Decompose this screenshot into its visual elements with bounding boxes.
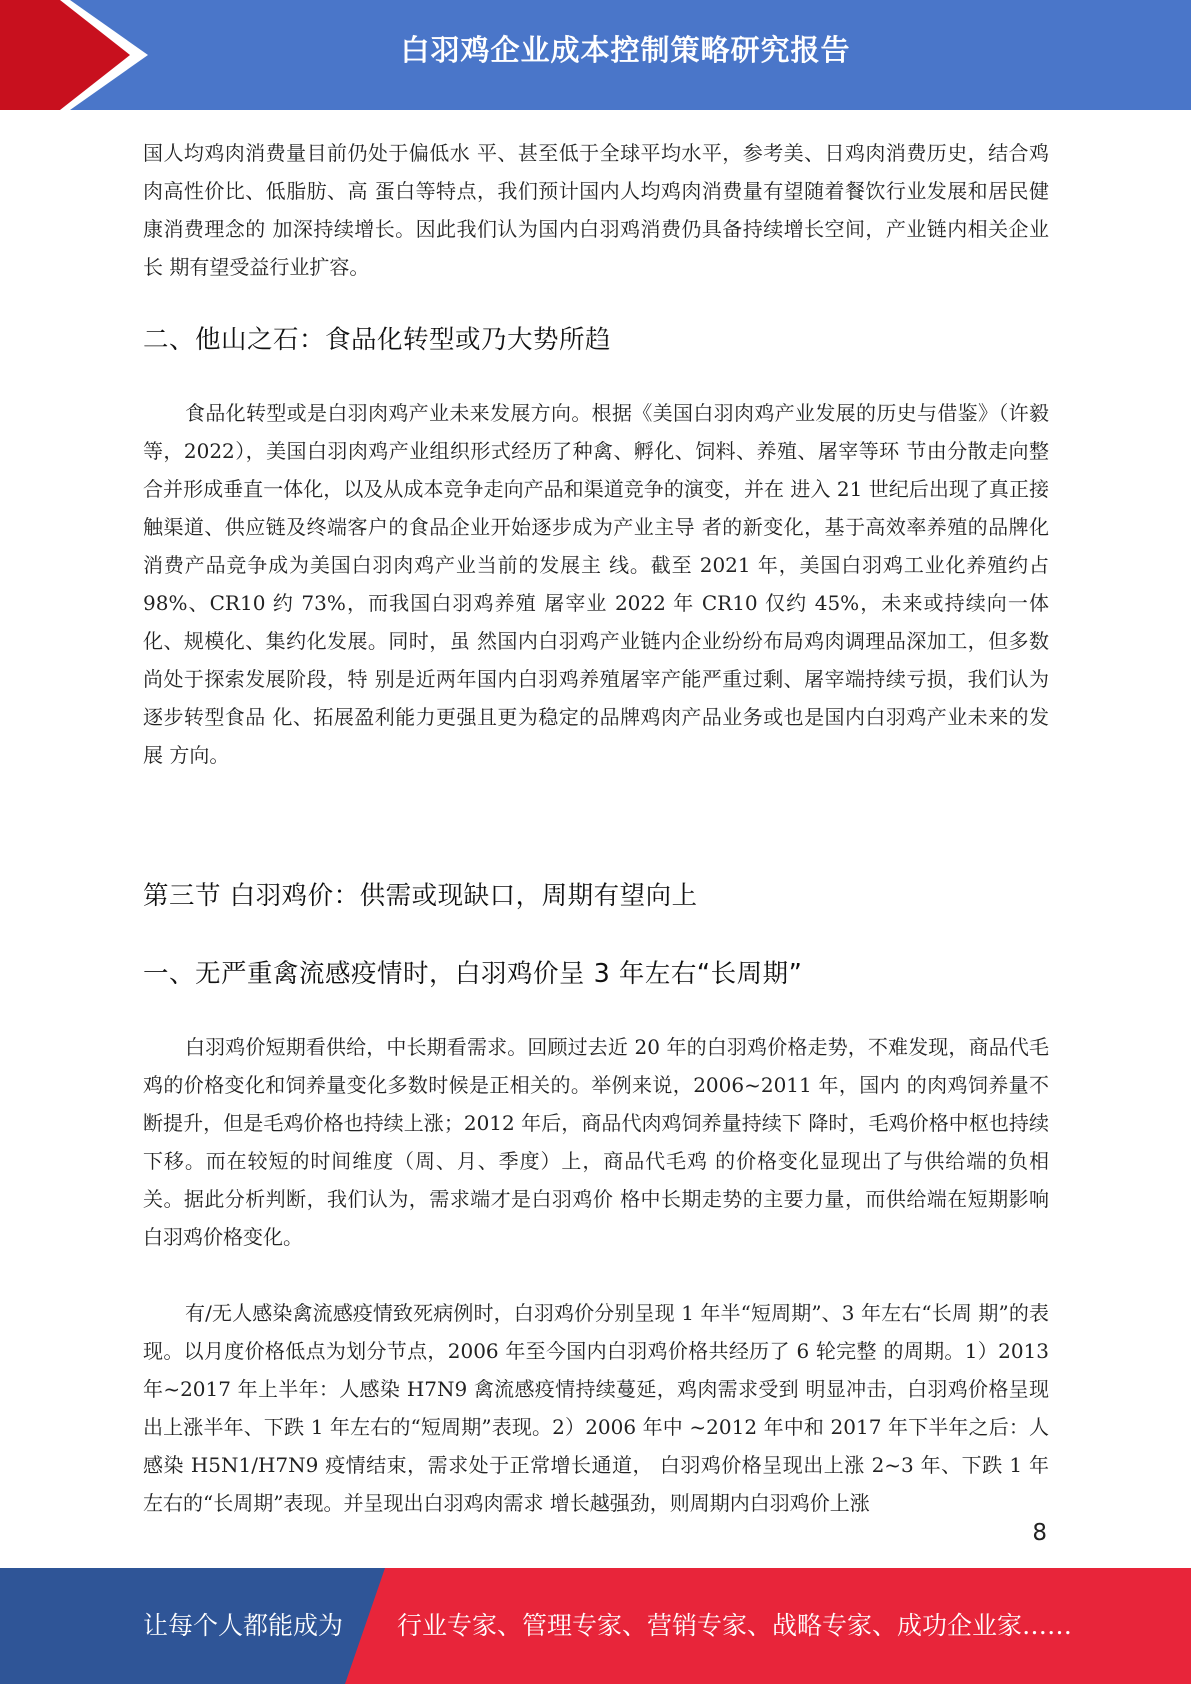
paragraph-price-cycles: 有/无人感染禽流感疫情致死病例时，白羽鸡价分别呈现 1 年半“短周期”、3 年左右“长周 期”的表现。以月度价格低点为划分节点，2006 年至今国内白羽鸡价格共经历了 6 轮完整 的周期。1）2013 年~2017 年上半年：人感染 H7N9 禽流感疫情持续蔓延，鸡肉需求受到 明显冲击，白羽鸡价格呈现出上涨半年、下跌 1 年左右的“短周期”表现。2）2006 年中 ~2012 年中和 2017 年下半年之后：人感染 H5N1/H7N9 疫情结束，需求处于正常增长通道， 白羽鸡价格呈现出上涨 2~3 年、下跌 1 年左右的“长周期”表现。并呈现出白羽鸡肉需求 增长越强劲，则周期内白羽鸡价上涨 bbox=[143, 1301, 1049, 1515]
heading-long-cycle: 一、无严重禽流感疫情时，白羽鸡价呈 3 年左右“长周期” bbox=[143, 959, 803, 989]
section-title-chicken-price: 第三节 白羽鸡价：供需或现缺口，周期有望向上 bbox=[143, 881, 698, 911]
heading-foreign-lessons: 二、他山之石：食品化转型或乃大势所趋 bbox=[143, 325, 612, 355]
footer-slogan: 让每个人都能成为 bbox=[143, 1611, 344, 1640]
page-number: 8 bbox=[1032, 1520, 1047, 1546]
report-title: 白羽鸡企业成本控制策略研究报告 bbox=[400, 33, 851, 67]
paragraph-supply-demand: 白羽鸡价短期看供给，中长期看需求。回顾过去近 20 年的白羽鸡价格走势，不难发现，商品代毛鸡的价格变化和饲养量变化多数时候是正相关的。举例来说，2006~2011 年，国内 的肉鸡饲养量不断提升，但是毛鸡价格也持续上涨；2012 年后，商品代肉鸡饲养量持续下 降时，毛鸡价格中枢也持续下移。而在较短的时间维度（周、月、季度）上，商品代毛鸡 的价格变化显现出了与供给端的负相关。据此分析判断，我们认为，需求端才是白羽鸡价 格中长期走势的主要力量，而供给端在短期影响白羽鸡价格变化。 bbox=[143, 1035, 1049, 1249]
paragraph-consumption-outlook: 国人均鸡肉消费量目前仍处于偏低水 平、甚至低于全球平均水平，参考美、日鸡肉消费历史，结合鸡肉高性价比、低脂肪、高 蛋白等特点，我们预计国内人均鸡肉消费量有望随着餐饮行业发展和居民健康消费理念的 加深持续增长。因此我们认为国内白羽鸡消费仍具备持续增长空间，产业链内相关企业长 期有望受益行业扩容。 bbox=[143, 141, 1049, 279]
paragraph-food-transformation: 食品化转型或是白羽肉鸡产业未来发展方向。根据《美国白羽肉鸡产业发展的历史与借鉴》（许毅等，2022），美国白羽肉鸡产业组织形式经历了种禽、孵化、饲料、养殖、屠宰等环 节由分散走向整合并形成垂直一体化，以及从成本竞争走向产品和渠道竞争的演变，并在 进入 21 世纪后出现了真正接触渠道、供应链及终端客户的食品企业开始逐步成为产业主导 者的新变化，基于高效率养殖的品牌化消费产品竞争成为美国白羽肉鸡产业当前的发展主 线。截至 2021 年，美国白羽鸡工业化养殖约占 98%、CR10 约 73%，而我国白羽鸡养殖 屠宰业 2022 年 CR10 仅约 45%，未来或持续向一体化、规模化、集约化发展。同时，虽 然国内白羽鸡产业链内企业纷纷布局鸡肉调理品深加工，但多数尚处于探索发展阶段，特 别是近两年国内白羽鸡养殖屠宰产能严重过剩、屠宰端持续亏损，我们认为逐步转型食品 化、拓展盈利能力更强且更为稳定的品牌鸡肉产品业务或也是国内白羽鸡产业未来的发展 方向。 bbox=[143, 401, 1049, 767]
page-footer bbox=[0, 1568, 1191, 1684]
page-header bbox=[0, 0, 1191, 110]
page-content bbox=[143, 134, 1049, 1522]
footer-roles: 行业专家、管理专家、营销专家、战略专家、成功企业家…… bbox=[397, 1611, 1073, 1640]
